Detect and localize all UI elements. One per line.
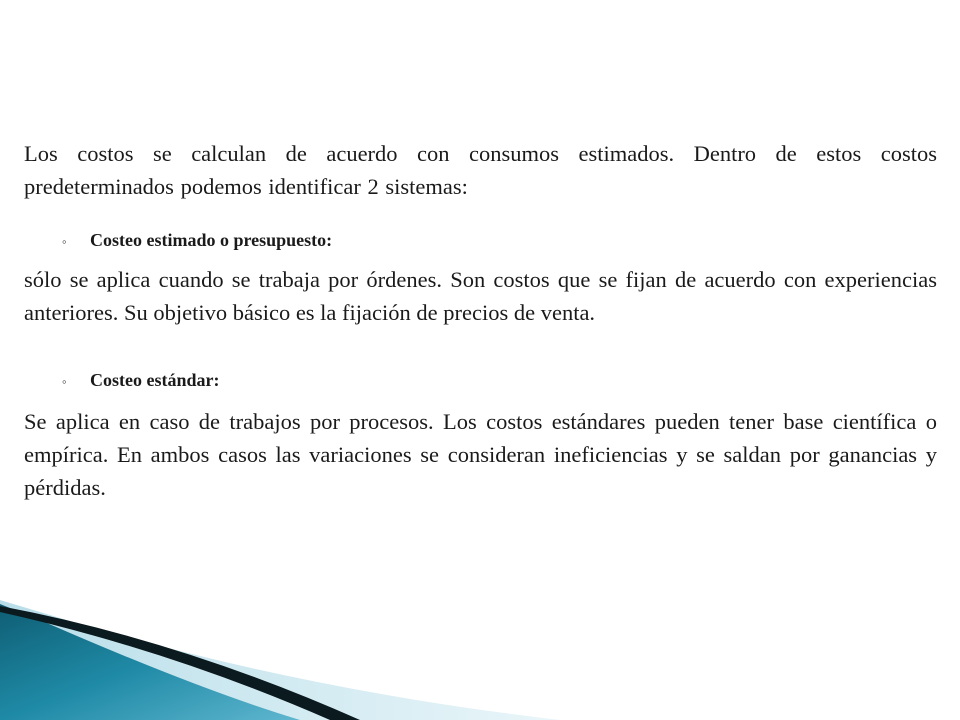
bullet-costeo-estandar — [62, 370, 937, 391]
section-body: sólo se aplica cuando se trabaja por órdenes. Son costos que se fijan de acuerdo con experiencias anteriores. Su objetivo básico es la fijación de precios de venta. — [24, 267, 937, 325]
section-heading: Costeo estándar: — [90, 370, 220, 390]
bullet-costeo-estimado — [62, 230, 937, 251]
hollow-bullet-icon: ◦ — [62, 234, 67, 249]
swoosh-dark-stroke — [0, 606, 360, 720]
intro-paragraph: Los costos se calculan de acuerdo con consumos estimados. Dentro de estos costos predeterminados podemos identificar 2 sistemas: — [24, 141, 937, 199]
slide-content — [24, 137, 937, 504]
swoosh-light-band — [0, 600, 560, 720]
swoosh-teal-band — [0, 604, 300, 720]
section-heading: Costeo estimado o presupuesto: — [90, 230, 333, 250]
section-body: Se aplica en caso de trabajos por procesos. Los costos estándares pueden tener base científica o empírica. En ambos casos las variaciones se consideran ineficiencias y se saldan por ganancias y pérdidas. — [24, 409, 937, 500]
hollow-bullet-icon: ◦ — [62, 374, 67, 389]
